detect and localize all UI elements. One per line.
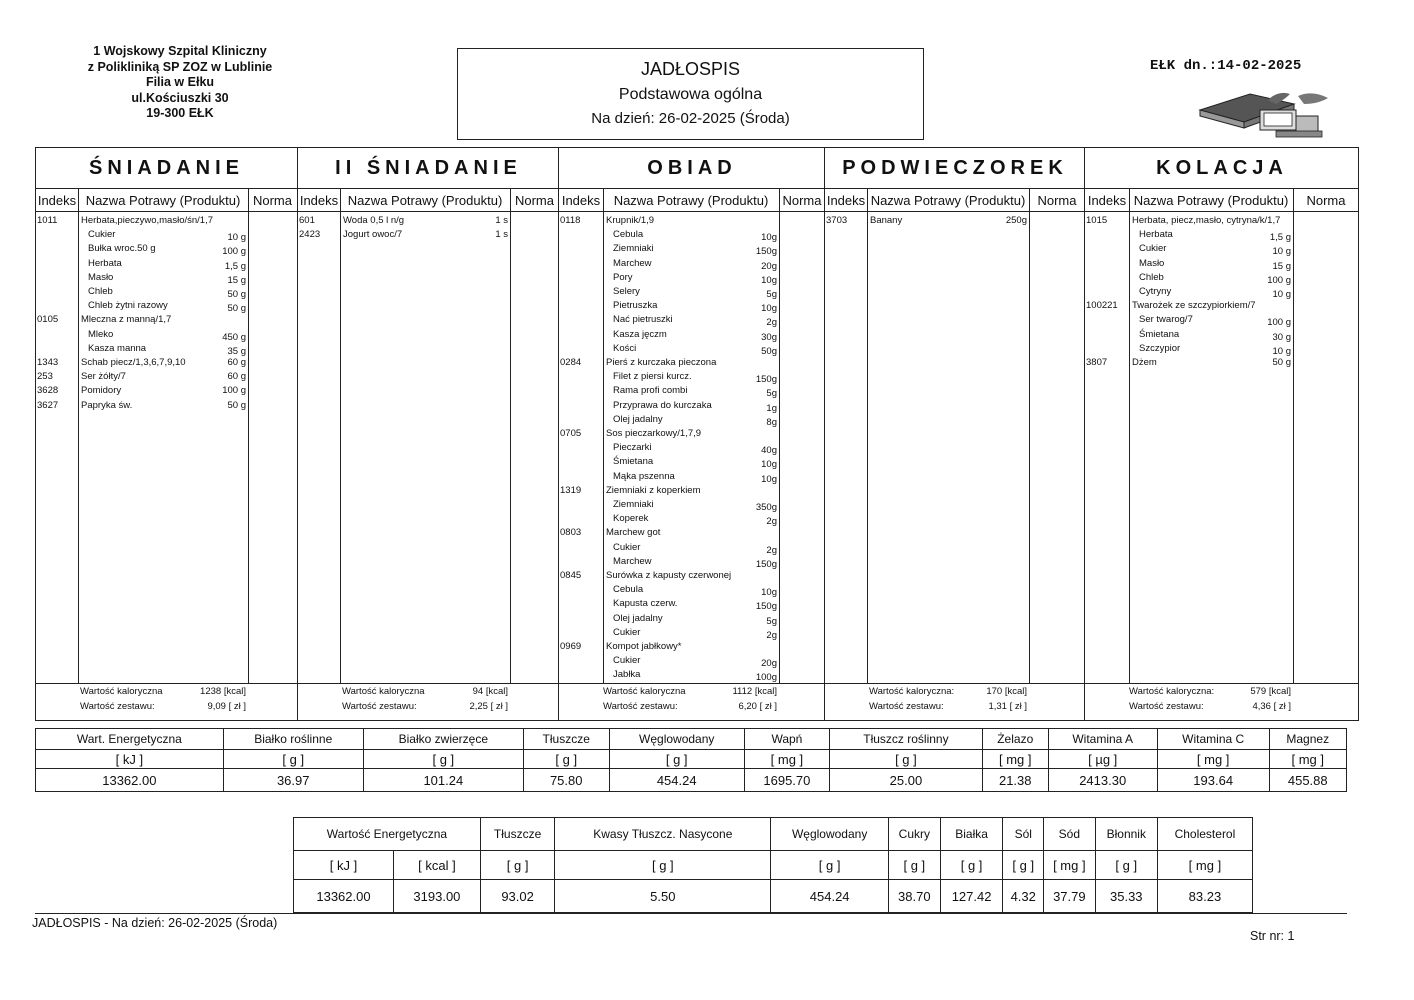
row-norm: 100 g	[222, 246, 246, 258]
row-norm: 2g	[766, 544, 777, 556]
ingredient-name: Selery	[613, 286, 640, 297]
row-norm: 150g	[755, 246, 777, 258]
ingredient-name: Mleko	[88, 328, 114, 340]
ingredient-name: Herbata	[1139, 229, 1173, 241]
cost-label: Wartość zestawu:	[80, 701, 155, 712]
cost-value: 4,36 [ zł ]	[1252, 701, 1291, 712]
nutrient-value: 21.38	[982, 769, 1048, 792]
row-norm: 5g	[766, 388, 777, 400]
nutrient-value: 83.23	[1157, 880, 1252, 913]
nutrient-header: Magnez	[1269, 729, 1347, 750]
nutrient-value: 127.42	[940, 880, 1003, 913]
meal-title: OBIAD	[559, 148, 825, 189]
dish-name: Mleczna z manną/1,7	[81, 314, 172, 326]
dish-name: Sos pieczarkowy/1,7,9	[606, 428, 702, 439]
nutrient-header: Tłuszcz roślinny	[829, 729, 982, 750]
nutrient-value: 454.24	[609, 769, 744, 792]
nutrient-header: Błonnik	[1095, 818, 1157, 851]
menu-date: Na dzień: 26-02-2025 (Środa)	[591, 110, 790, 127]
column-header-norm: Norma	[510, 189, 559, 212]
row-index: 1343	[37, 357, 59, 368]
ingredient-name: Cebula	[613, 229, 644, 241]
nutrient-header: Wartość Energetyczna	[294, 818, 481, 851]
nutrient-value: 455.88	[1269, 769, 1347, 792]
kcal-value: 170 [kcal]	[986, 686, 1027, 697]
ingredient-name: Masło	[1139, 257, 1165, 269]
cost-label: Wartość zestawu:	[1129, 701, 1204, 712]
row-norm: 50g	[761, 345, 777, 357]
cost-label: Wartość zestawu:	[869, 701, 944, 712]
document-title: JADŁOSPIS	[640, 59, 741, 79]
column-header-name: Nazwa Potrawy (Produktu)	[603, 189, 779, 212]
kcal-label: Wartość kaloryczna	[342, 686, 425, 697]
row-norm: 60 g	[227, 357, 246, 368]
meal-title: ŚNIADANIE	[36, 148, 297, 189]
book-computer-logo-icon	[1198, 88, 1338, 140]
title-box	[457, 48, 924, 140]
kcal-label: Wartość kaloryczna:	[869, 686, 955, 697]
row-index: 0705	[560, 428, 582, 439]
row-index: 0969	[560, 641, 582, 652]
row-norm: 100g	[755, 672, 777, 684]
ingredient-name: Pory	[613, 271, 633, 283]
nutrient-unit: [ kJ ]	[36, 750, 224, 769]
row-index: 100221	[1086, 300, 1118, 312]
nutrient-value: 2413.30	[1048, 769, 1157, 792]
kcal-label: Wartość kaloryczna	[603, 686, 686, 697]
hospital-line: z Polikliniką SP ZOZ w Lublinie	[87, 59, 273, 74]
row-norm: 100 g	[222, 385, 246, 397]
row-norm: 1 s	[495, 229, 508, 241]
meal-title: KOLACJA	[1085, 148, 1359, 189]
row-norm: 15 g	[1272, 260, 1291, 272]
nutrient-value: 36.97	[223, 769, 363, 792]
diet-type: Podstawowa ogólna	[618, 86, 763, 103]
row-index: 1319	[560, 484, 582, 496]
row-norm: 15 g	[227, 274, 246, 286]
row-index: 0118	[560, 215, 581, 226]
ingredient-name: Masło	[88, 271, 114, 283]
nutrient-unit: [ kcal ]	[393, 851, 480, 880]
hospital-line: ul.Kościuszki 30	[131, 90, 229, 105]
row-norm: 40g	[761, 445, 777, 457]
nutrient-value: 4.32	[1003, 880, 1044, 913]
nutrient-unit: [ g ]	[888, 851, 940, 880]
nutrient-unit: [ kJ ]	[294, 851, 394, 880]
meal-footer-divider	[825, 683, 1085, 684]
row-index: 0105	[37, 314, 59, 326]
row-norm: 8g	[766, 416, 777, 428]
column-divider	[1029, 189, 1030, 683]
row-norm: 5g	[766, 289, 777, 300]
nutrient-header: Tłuszcze	[523, 729, 609, 750]
row-index: 0803	[560, 527, 582, 539]
ingredient-name: Herbata	[88, 257, 122, 269]
ingredient-name: Szczypior	[1139, 342, 1181, 354]
row-norm: 10 g	[227, 232, 246, 244]
nutrient-value: 93.02	[480, 880, 554, 913]
dish-name: Krupnik/1,9	[606, 215, 655, 226]
hospital-line: Filia w Ełku	[145, 75, 215, 89]
row-index: 1011	[37, 215, 58, 226]
row-norm: 100 g	[1267, 317, 1291, 329]
ingredient-name: Marchew	[613, 555, 652, 567]
nutrient-value: 35.33	[1095, 880, 1157, 913]
row-index: 253	[37, 371, 53, 383]
column-divider	[340, 189, 341, 683]
kcal-label: Wartość kaloryczna:	[1129, 686, 1215, 697]
ingredient-name: Cebula	[613, 584, 644, 596]
nutrition-summary-table	[35, 728, 1347, 792]
row-norm: 50 g	[227, 289, 246, 300]
ingredient-name: Jabłka	[613, 669, 641, 681]
meal-footer-divider	[298, 683, 559, 684]
nutrient-value: 38.70	[888, 880, 940, 913]
meal-title: II ŚNIADANIE	[298, 148, 559, 189]
row-index: 601	[299, 215, 315, 226]
nutrient-value: 3193.00	[393, 880, 480, 913]
row-norm: 30 g	[1272, 331, 1291, 343]
nutrient-unit: [ g ]	[480, 851, 554, 880]
ingredient-name: Ziemniaki	[613, 243, 654, 255]
nutrient-unit: [ g ]	[940, 851, 1003, 880]
row-index: 3628	[37, 385, 59, 397]
nutrient-header: Witamina A	[1048, 729, 1157, 750]
row-norm: 10g	[761, 274, 777, 286]
menu-table	[35, 147, 1359, 721]
dish-name: Ziemniaki z koperkiem	[606, 484, 701, 496]
meal-column	[558, 148, 825, 720]
nutrient-header: Sól	[1003, 818, 1044, 851]
kcal-value: 1112 [kcal]	[732, 686, 777, 697]
nutrient-value: 13362.00	[294, 880, 394, 913]
row-norm: 30g	[761, 331, 777, 343]
ingredient-name: Ser twarog/7	[1139, 314, 1193, 326]
column-header-name: Nazwa Potrawy (Produktu)	[1129, 189, 1293, 212]
ingredient-name: Śmietana	[613, 456, 654, 468]
nutrient-header: Witamina C	[1157, 729, 1269, 750]
row-norm: 450 g	[222, 331, 246, 343]
ingredient-name: Koperek	[613, 513, 649, 525]
meal-column	[1084, 148, 1359, 720]
ingredient-name: Śmietana	[1139, 328, 1180, 340]
row-norm: 10g	[761, 587, 777, 599]
column-header-norm: Norma	[1293, 189, 1359, 212]
nutrient-header: Wart. Energetyczna	[36, 729, 224, 750]
meal-footer-divider	[559, 683, 825, 684]
cost-value: 9,09 [ zł ]	[207, 701, 246, 712]
nutrient-unit: [ µg ]	[1048, 750, 1157, 769]
nutrient-unit: [ g ]	[363, 750, 523, 769]
ingredient-name: Rama profi combi	[613, 385, 688, 397]
column-divider	[1293, 189, 1294, 683]
row-norm: 2g	[766, 317, 777, 329]
nutrient-unit: [ g ]	[223, 750, 363, 769]
ingredient-name: Kasza manna	[88, 342, 147, 354]
column-divider	[510, 189, 511, 683]
dish-name: Pomidory	[81, 385, 122, 397]
nutrient-header: Kwasy Tłuszcz. Nasycone	[555, 818, 771, 851]
nutrient-unit: [ g ]	[1003, 851, 1044, 880]
ingredient-name: Chleb	[1139, 271, 1164, 283]
cost-label: Wartość zestawu:	[342, 701, 417, 712]
nutrient-header: Sód	[1044, 818, 1096, 851]
ingredient-name: Bułka wroc.50 g	[88, 243, 156, 255]
row-norm: 50 g	[227, 303, 246, 315]
ingredient-name: Olej jadalny	[613, 413, 663, 425]
cost-label: Wartość zestawu:	[603, 701, 678, 712]
row-index: 0845	[560, 570, 582, 581]
column-header-index: Indeks	[36, 189, 78, 212]
dish-name: Kompot jabłkowy*	[606, 641, 682, 652]
column-divider	[603, 189, 604, 683]
nutrient-value: 75.80	[523, 769, 609, 792]
nutrient-header: Tłuszcze	[480, 818, 554, 851]
nutrient-value: 1695.70	[744, 769, 829, 792]
nutrient-unit: [ g ]	[555, 851, 771, 880]
ingredient-name: Mąka pszenna	[613, 470, 675, 482]
footer-caption: JADŁOSPIS - Na dzień: 26-02-2025 (Środa)	[32, 916, 278, 930]
ingredient-name: Chleb żytni razowy	[88, 300, 168, 312]
nutrient-header: Cholesterol	[1157, 818, 1252, 851]
meal-column	[824, 148, 1085, 720]
row-index: 1015	[1086, 215, 1108, 226]
meal-footer-divider	[36, 683, 297, 684]
column-divider	[867, 189, 868, 683]
dish-name: Herbata,pieczywo,masło/śn/1,7	[81, 215, 214, 226]
column-header-norm: Norma	[1029, 189, 1085, 212]
row-index: 3703	[826, 215, 848, 226]
hospital-line: 19-300 EŁK	[146, 106, 214, 120]
dish-name: Schab piecz/1,3,6,7,9,10	[81, 357, 186, 368]
row-norm: 350g	[755, 502, 777, 513]
nutrient-unit: [ mg ]	[1157, 851, 1252, 880]
nutrient-value: 454.24	[771, 880, 889, 913]
row-norm: 50 g	[1272, 357, 1291, 368]
kcal-value: 1238 [kcal]	[200, 686, 246, 697]
row-norm: 20g	[761, 260, 777, 272]
ingredient-name: Cukier	[613, 626, 641, 638]
row-norm: 1 s	[495, 215, 508, 226]
ingredient-name: Pietruszka	[613, 300, 658, 312]
nutrient-header: Białko roślinne	[223, 729, 363, 750]
row-norm: 150g	[755, 558, 777, 570]
row-norm: 1g	[766, 402, 777, 414]
nutrient-header: Cukry	[888, 818, 940, 851]
kcal-label: Wartość kaloryczna	[80, 686, 163, 697]
row-index: 0284	[560, 357, 582, 368]
row-norm: 35 g	[227, 345, 246, 357]
nutrient-unit: [ g ]	[609, 750, 744, 769]
column-header-name: Nazwa Potrawy (Produktu)	[867, 189, 1029, 212]
nutrient-unit: [ mg ]	[1044, 851, 1096, 880]
ingredient-name: Filet z piersi kurcz.	[613, 371, 692, 383]
row-norm: 10g	[761, 473, 777, 485]
column-header-index: Indeks	[825, 189, 867, 212]
hospital-address	[60, 44, 300, 122]
nutrient-unit: [ g ]	[1095, 851, 1157, 880]
row-norm: 150g	[755, 374, 777, 386]
row-norm: 150g	[755, 601, 777, 613]
row-norm: 50 g	[227, 399, 246, 411]
row-norm: 1,5 g	[1269, 232, 1291, 244]
nutrient-unit: [ g ]	[829, 750, 982, 769]
nutrient-header: Białka	[940, 818, 1003, 851]
cost-value: 1,31 [ zł ]	[988, 701, 1027, 712]
column-header-index: Indeks	[1085, 189, 1129, 212]
ingredient-name: Marchew	[613, 257, 652, 269]
meal-footer-divider	[1085, 683, 1359, 684]
row-norm: 20g	[761, 658, 777, 670]
nutrient-unit: [ mg ]	[1157, 750, 1269, 769]
nutrient-unit: [ g ]	[771, 851, 889, 880]
row-norm: 10g	[761, 303, 777, 315]
nutrient-value: 37.79	[1044, 880, 1096, 913]
nutrient-value: 101.24	[363, 769, 523, 792]
meal-column	[36, 148, 297, 720]
ingredient-name: Ziemniaki	[613, 499, 654, 510]
kcal-value: 94 [kcal]	[472, 686, 508, 697]
row-norm: 250g	[1005, 215, 1027, 226]
dish-name: Woda 0,5 l n/g	[343, 215, 405, 226]
row-norm: 10 g	[1272, 289, 1291, 300]
kcal-value: 579 [kcal]	[1250, 686, 1291, 697]
footer-divider	[35, 913, 1347, 914]
hospital-line: 1 Wojskowy Szpital Kliniczny	[93, 44, 267, 58]
nutrient-value: 13362.00	[36, 769, 224, 792]
dish-name: Dżem	[1132, 357, 1157, 368]
nutrition-label-table	[293, 817, 1253, 913]
dish-name: Ser żółty/7	[81, 371, 126, 383]
nutrient-unit: [ mg ]	[1269, 750, 1347, 769]
column-divider	[248, 189, 249, 683]
nutrient-value: 193.64	[1157, 769, 1269, 792]
row-index: 3807	[1086, 357, 1108, 368]
row-index: 2423	[299, 229, 321, 241]
dish-name: Marchew got	[606, 527, 661, 539]
nutrient-header: Węglowodany	[609, 729, 744, 750]
column-header-index: Indeks	[559, 189, 603, 212]
row-norm: 10 g	[1272, 246, 1291, 258]
ingredient-name: Cukier	[88, 229, 116, 241]
row-norm: 10 g	[1272, 345, 1291, 357]
ingredient-name: Nać pietruszki	[613, 314, 673, 326]
dish-name: Papryka św.	[81, 399, 133, 411]
column-header-norm: Norma	[248, 189, 297, 212]
issue-date: EŁK dn.:14-02-2025	[1150, 58, 1302, 74]
nutrient-value: 5.50	[555, 880, 771, 913]
row-norm: 2g	[766, 629, 777, 641]
cost-value: 6,20 [ zł ]	[738, 701, 777, 712]
nutrient-value: 25.00	[829, 769, 982, 792]
dish-name: Twarożek ze szczypiorkiem/7	[1132, 300, 1256, 312]
column-divider	[78, 189, 79, 683]
ingredient-name: Cukier	[613, 541, 641, 553]
column-header-name: Nazwa Potrawy (Produktu)	[340, 189, 510, 212]
ingredient-name: Kości	[613, 342, 637, 354]
column-header-norm: Norma	[779, 189, 825, 212]
nutrient-unit: [ g ]	[523, 750, 609, 769]
column-divider	[1129, 189, 1130, 683]
dish-name: Herbata, piecz,masło, cytryna/k/1,7	[1132, 215, 1281, 226]
row-norm: 10g	[761, 459, 777, 471]
ingredient-name: Cukier	[1139, 243, 1167, 255]
ingredient-name: Kapusta czerw.	[613, 598, 678, 610]
nutrient-header: Węglowodany	[771, 818, 889, 851]
ingredient-name: Chleb	[88, 286, 113, 297]
column-header-name: Nazwa Potrawy (Produktu)	[78, 189, 248, 212]
nutrient-header: Wapń	[744, 729, 829, 750]
ingredient-name: Olej jadalny	[613, 612, 663, 624]
ingredient-name: Kasza jęczm	[613, 328, 667, 340]
nutrient-unit: [ mg ]	[982, 750, 1048, 769]
meal-column	[297, 148, 559, 720]
column-divider	[779, 189, 780, 683]
nutrient-unit: [ mg ]	[744, 750, 829, 769]
cost-value: 2,25 [ zł ]	[469, 701, 508, 712]
ingredient-name: Pieczarki	[613, 442, 652, 454]
ingredient-name: Przyprawa do kurczaka	[613, 399, 712, 411]
ingredient-name: Cukier	[613, 655, 641, 667]
row-norm: 60 g	[227, 371, 246, 383]
page-number: Str nr: 1	[1250, 929, 1295, 943]
dish-name: Pierś z kurczaka pieczona	[606, 357, 717, 368]
column-header-index: Indeks	[298, 189, 340, 212]
row-norm: 2g	[766, 516, 777, 528]
row-norm: 100 g	[1267, 274, 1291, 286]
dish-name: Jogurt owoc/7	[343, 229, 403, 241]
nutrient-header: Białko zwierzęce	[363, 729, 523, 750]
meal-title: PODWIECZOREK	[825, 148, 1085, 189]
dish-name: Banany	[870, 215, 903, 226]
nutrient-header: Żelazo	[982, 729, 1048, 750]
row-norm: 5g	[766, 615, 777, 627]
ingredient-name: Cytryny	[1139, 286, 1172, 297]
row-index: 3627	[37, 399, 59, 411]
dish-name: Surówka z kapusty czerwonej	[606, 570, 732, 581]
row-norm: 1,5 g	[224, 260, 246, 272]
row-norm: 10g	[761, 232, 777, 244]
